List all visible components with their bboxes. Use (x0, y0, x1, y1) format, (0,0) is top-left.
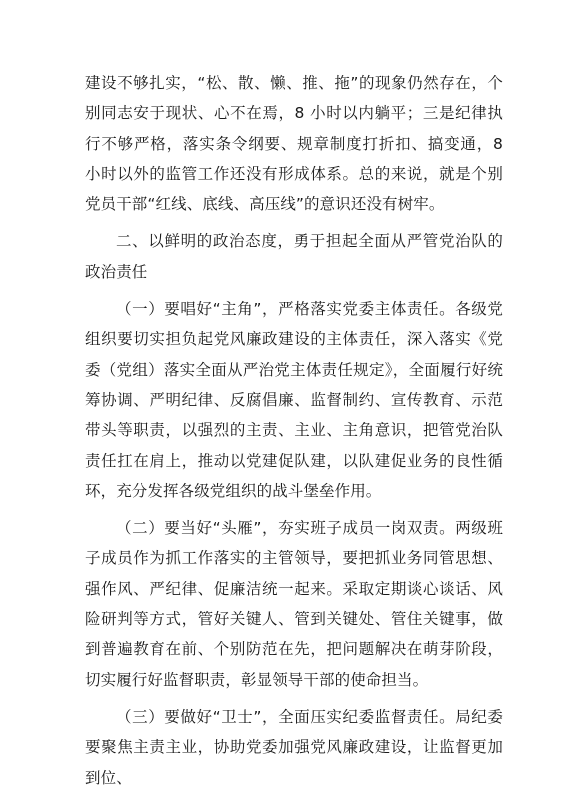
document-body (85, 68, 503, 793)
paragraph-gap (85, 287, 503, 294)
paragraph-gap (85, 506, 503, 513)
paragraph-item-1: （一）要唱好“主角”，严格落实党委主体责任。各级党组织要切实担负起党风廉政建设的主体责任，深入落实《党委（党组）落实全面从严治党主体责任规定》，全面履行好统筹协调、严明纪律、反腐倡廉、监督制约、宣传教育、示范带头等职责，以强烈的主责、主业、主角意识，把管党治队责任扛在肩上，推动以党建促队建，以队建促业务的良性循环，充分发挥各级党组织的战斗堡垒作用。 (85, 300, 503, 500)
paragraph-item-2: （二）要当好“头雁”，夯实班子成员一岗双责。两级班子成员作为抓工作落实的主管领导，要把抓业务同管思想、强作风、严纪律、促廉洁统一起来。采取定期谈心谈话、风险研判等方式，管好关键人、管到关键处、管住关键事，做到普遍教育在前、个别防范在先，把问题解决在萌芽阶段，切实履行好监督职责，彰显领导干部的使命担当。 (85, 519, 503, 689)
paragraph-gap (85, 219, 503, 226)
section-heading: 二、以鲜明的政治态度，勇于担起全面从严管党治队的政治责任 (85, 232, 503, 281)
paragraph-gap (85, 695, 503, 702)
paragraph-continued: 建设不够扎实，“松、散、懒、推、拖”的现象仍然存在，个别同志安于现状、心不在焉，8 小时以内躺平；三是纪律执行不够严格，落实条令纲要、规章制度打折扣、搞变通，8 小时以外的监管工作还没有形成体系。总的来说，就是个别党员干部“红线、底线、高压线”的意识还没有树牢。 (85, 74, 503, 214)
paragraph-item-3: （三）要做好“卫士”，全面压实纪委监督责任。局纪委要聚焦主责主业，协助党委加强党风廉政建设，让监督更加到位、 (85, 707, 503, 787)
